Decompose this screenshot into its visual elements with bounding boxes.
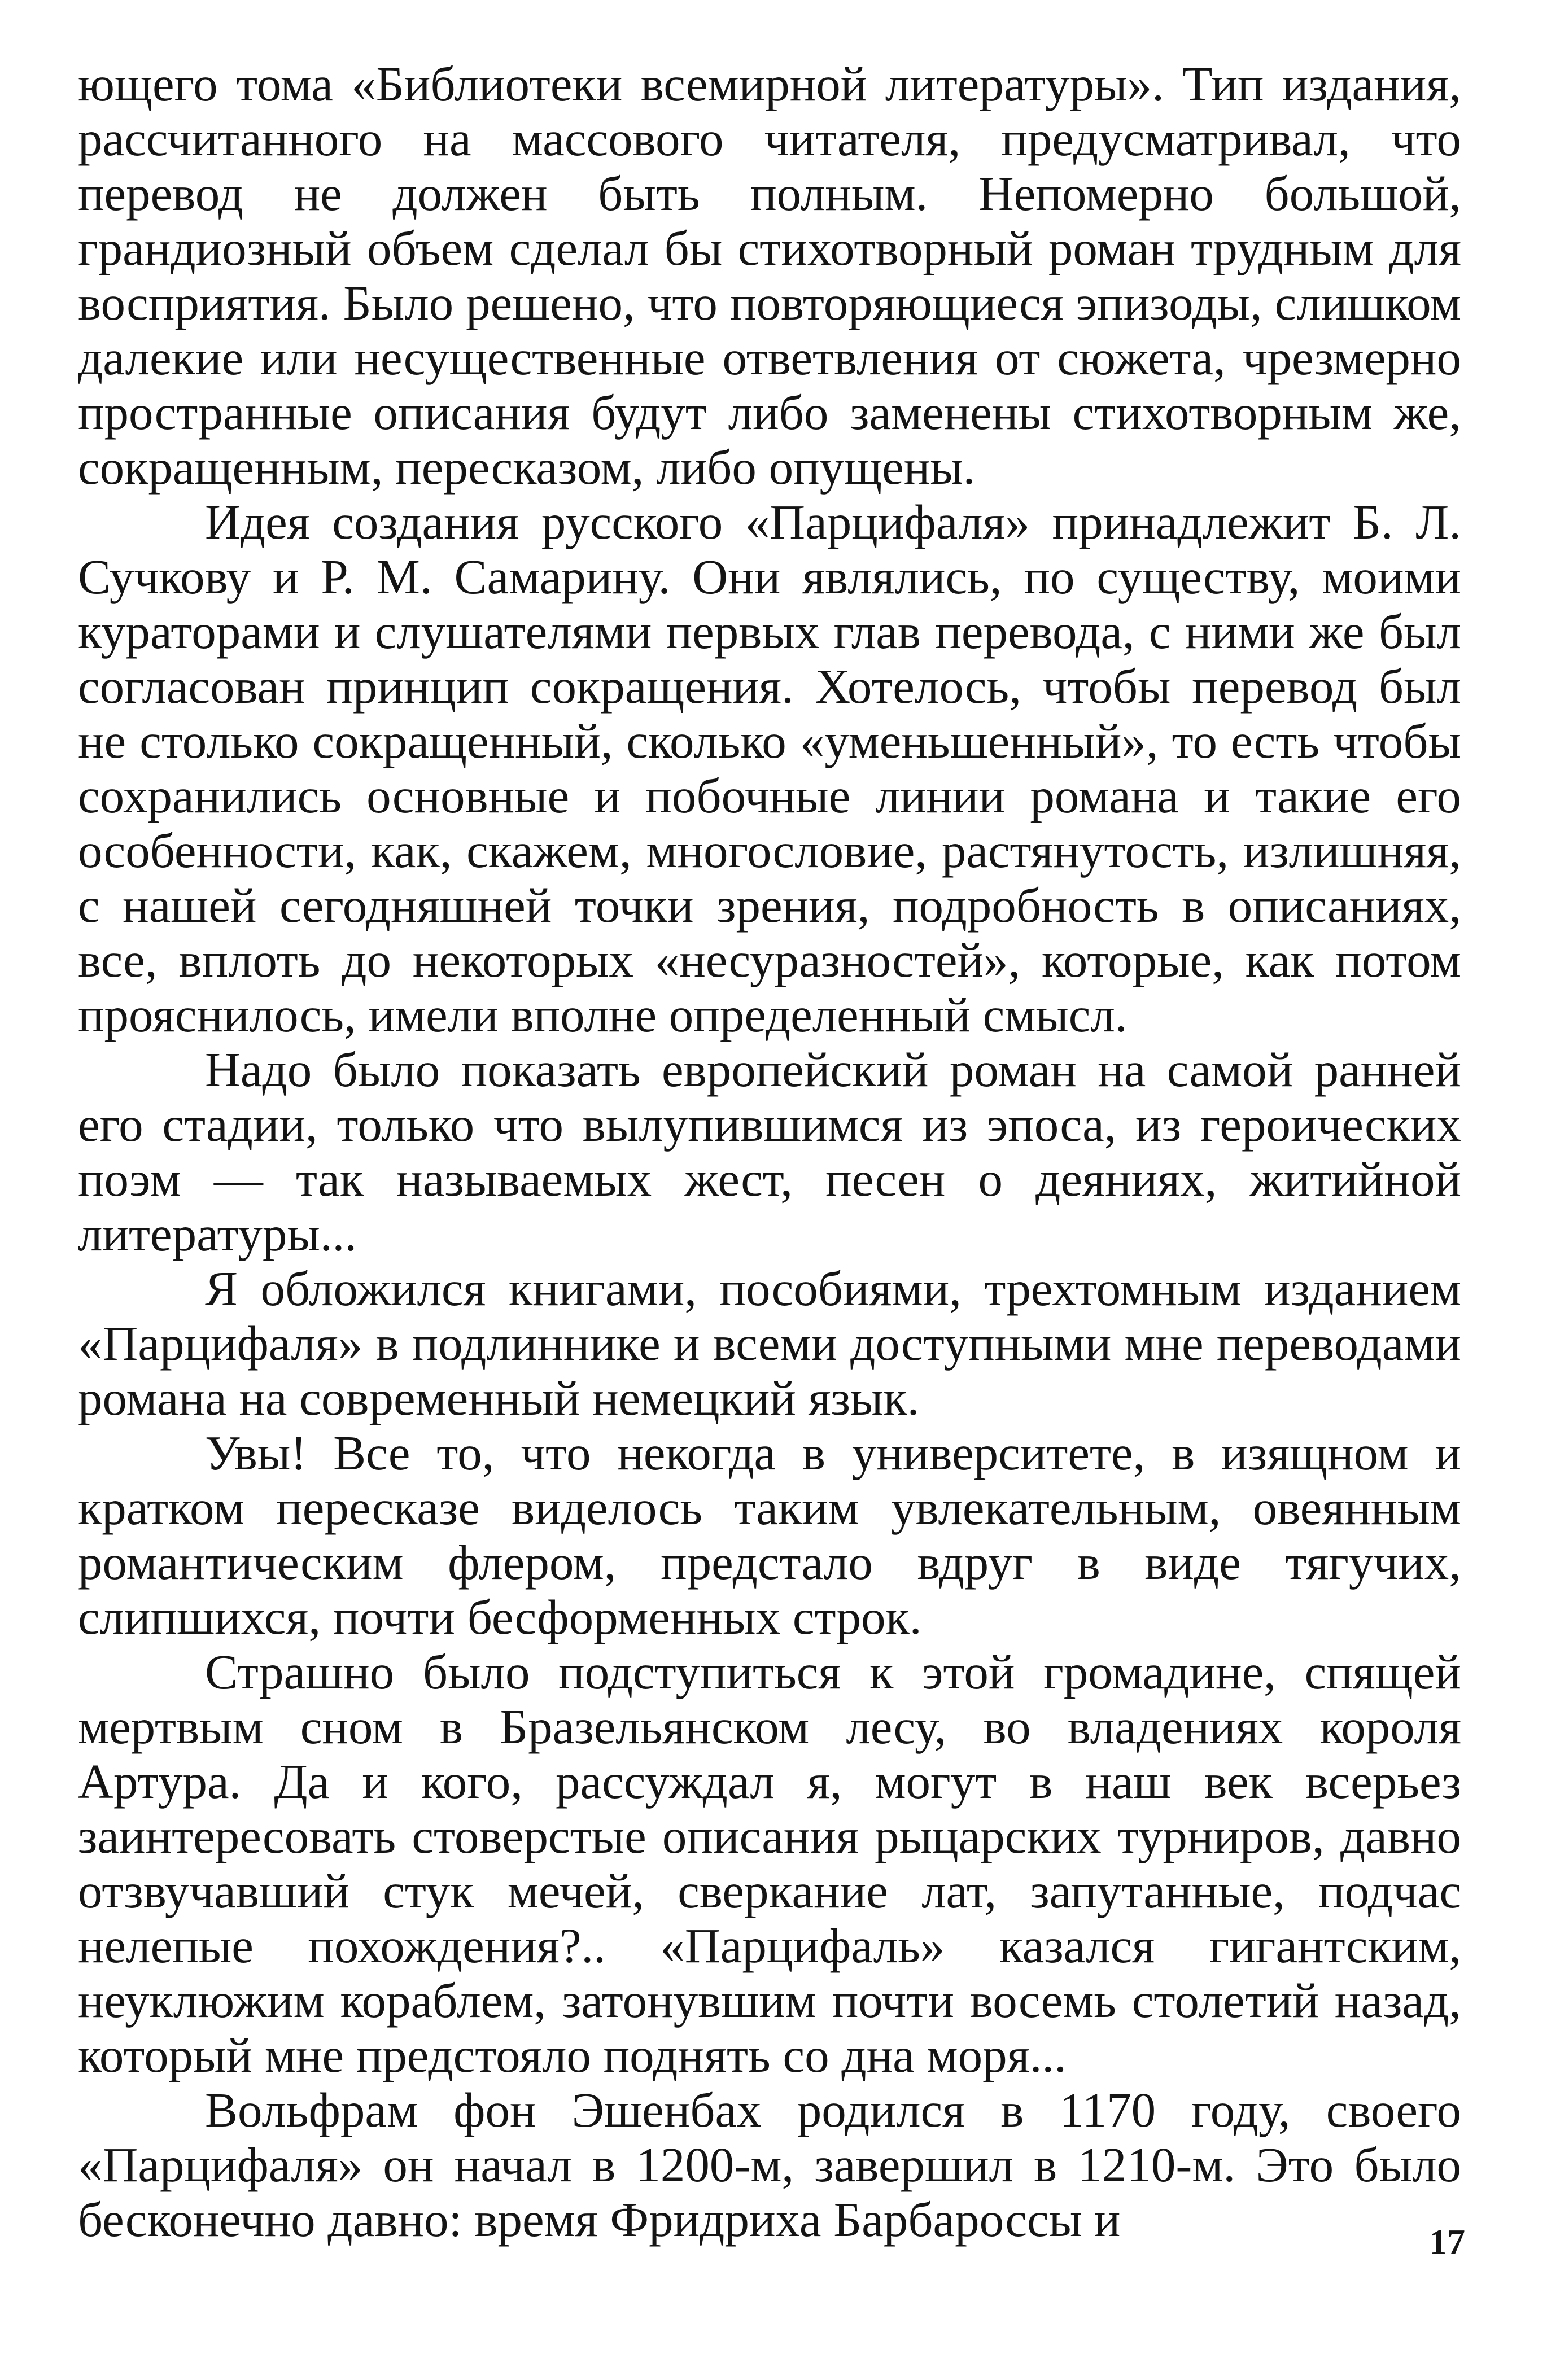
page-body <box>78 56 1461 2247</box>
paragraph-4: Я обложился книгами, пособиями, трехтомным изданием «Парцифаля» в подлиннике и всеми доступными мне переводами романа на современный немецкий язык. <box>78 1261 1461 1425</box>
paragraph-3: Надо было показать европейский роман на самой ранней его стадии, только что вылупившимся из эпоса, из героических поэм — так называемых жест, песен о деяниях, житийной литературы... <box>78 1042 1461 1261</box>
paragraph-2: Идея создания русского «Парцифаля» принадлежит Б. Л. Сучкову и Р. М. Самарину. Они являлись, по существу, моими кураторами и слушателями первых глав перевода, с ними же был согласован принцип сокращения. Хотелось, чтобы перевод был не столько сокращенный, сколько «уменьшенный», то есть чтобы сохранились основные и побочные линии романа и такие его особенности, как, скажем, многословие, растянутость, излишняя, с нашей сегодняшней точки зрения, подробность в описаниях, все, вплоть до некоторых «несуразностей», которые, как потом прояснилось, имели вполне определенный смысл. <box>78 495 1461 1042</box>
paragraph-1: ющего тома «Библиотеки всемирной литературы». Тип издания, рассчитанного на массового читателя, предусматривал, что перевод не должен быть полным. Непомерно большой, грандиозный объем сделал бы стихотворный роман трудным для восприятия. Было решено, что повторяющиеся эпизоды, слишком далекие или несущественные ответвления от сюжета, чрезмерно пространные описания будут либо заменены стихотворным же, сокращенным, пересказом, либо опущены. <box>78 56 1461 495</box>
page-number: 17 <box>1429 2222 1465 2262</box>
paragraph-7: Вольфрам фон Эшенбах родился в 1170 году, своего «Парцифаля» он начал в 1200-м, завершил в 1210-м. Это было бесконечно давно: время Фридриха Барбароссы и <box>78 2082 1461 2247</box>
paragraph-5: Увы! Все то, что некогда в университете, в изящном и кратком пересказе виделось таким увлекательным, овеянным романтическим флером, предстало вдруг в виде тягучих, слипшихся, почти бесформенных строк. <box>78 1425 1461 1644</box>
paragraph-6: Страшно было подступиться к этой громадине, спящей мертвым сном в Бразельянском лесу, во владениях короля Артура. Да и кого, рассуждал я, могут в наш век всерьез заинтересовать стоверстые описания рыцарских турниров, давно отзвучавший стук мечей, сверкание лат, запутанные, подчас нелепые похождения?.. «Парцифаль» казался гигантским, неуклюжим кораблем, затонувшим почти восемь столетий назад, который мне предстояло поднять со дна моря... <box>78 1644 1461 2082</box>
